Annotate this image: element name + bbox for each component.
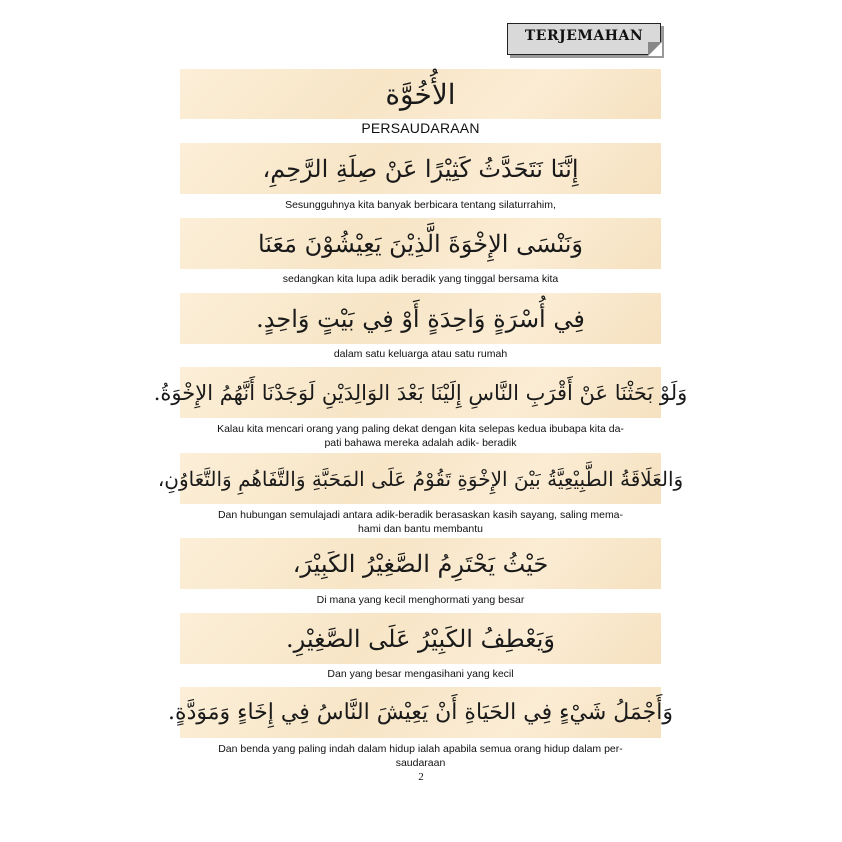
verse-arabic-panel <box>180 143 661 194</box>
verse-arabic: وَنَنْسَى الإِخْوَةَ الَّذِيْنَ يَعِيْشُوْنَ مَعَنَا <box>257 229 584 258</box>
verse-translation <box>180 508 661 536</box>
verse-arabic-panel <box>180 613 661 664</box>
section-tab <box>507 23 661 55</box>
section-tab-label: TERJEMAHAN <box>524 28 644 44</box>
title-arabic-panel <box>180 69 661 119</box>
verse-arabic: وَلَوْ بَحَثْنَا عَنْ أَقْرَبِ النَّاسِ إِلَيْنَا بَعْدَ الوَالِدَيْنِ لَوَجَدْنَا أَنَّهُمُ الإِخْوَةُ. <box>153 380 688 405</box>
verse-translation: dalam satu keluarga atau satu rumah <box>333 348 508 360</box>
page-number: 2 <box>418 771 424 783</box>
verse-translation: Dan yang besar mengasihani yang kecil <box>327 668 514 680</box>
folded-corner-icon <box>648 42 662 56</box>
verse-translation: Di mana yang kecil menghormati yang besar <box>316 594 525 606</box>
verse-translation-line: hami dan bantu membantu <box>358 523 483 535</box>
verse-translation-line: Dan benda yang paling indah dalam hidup ialah apabila semua orang hidup dalam per- <box>218 743 623 755</box>
verse-translation-line: pati bahawa mereka adalah adik- beradik <box>324 437 517 449</box>
verse-arabic-panel <box>157 453 684 504</box>
verse-translation: Sesungguhnya kita banyak berbicara tentang silaturrahim, <box>285 199 556 211</box>
verse-translation-line: saudaraan <box>395 757 446 769</box>
verse-translation <box>180 742 661 770</box>
verse-arabic-panel <box>180 538 661 589</box>
verse-arabic: وَيَعْطِفُ الكَبِيْرُ عَلَى الصَّغِيْرِ. <box>286 624 555 653</box>
verse-translation: sedangkan kita lupa adik beradik yang tinggal bersama kita <box>282 273 559 285</box>
verse-translation-line: Dan hubungan semulajadi antara adik-beradik berasaskan kasih sayang, saling mema- <box>217 509 624 521</box>
title-translation: PERSAUDARAAN <box>361 120 480 136</box>
title-arabic: الأُخُوَّة <box>385 77 456 111</box>
verse-arabic: وَالعَلَاقَةُ الطَّبِيْعِيَّةُ بَيْنَ الإِخْوَةِ تَقُوْمُ عَلَى المَحَبَّةِ وَالتَّفَاهُمِ وَالتَّعَاوُنِ، <box>157 466 684 491</box>
verse-arabic: وَأَجْمَلُ شَيْءٍ فِي الحَيَاةِ أَنْ يَعِيْشَ النَّاسُ فِي إِخَاءٍ وَمَوَدَّةٍ. <box>168 700 673 725</box>
verse-translation <box>180 422 661 450</box>
verse-arabic: حَيْثُ يَحْتَرِمُ الصَّغِيْرُ الكَبِيْرَ، <box>292 549 549 578</box>
verse-arabic-panel <box>168 687 673 738</box>
verse-arabic-panel <box>153 367 688 418</box>
verse-arabic: إِنَّنَا نَتَحَدَّثُ كَثِيْرًا عَنْ صِلَةِ الرَّحِمِ، <box>262 154 579 183</box>
verse-arabic: فِي أُسْرَةٍ وَاحِدَةٍ أَوْ فِي بَيْتٍ وَاحِدٍ. <box>256 304 585 333</box>
verse-translation-line: Kalau kita mencari orang yang paling dekat dengan kita selepas kedua ibubapa kita da- <box>217 423 624 435</box>
verse-arabic-panel <box>180 293 661 344</box>
verse-arabic-panel <box>180 218 661 269</box>
